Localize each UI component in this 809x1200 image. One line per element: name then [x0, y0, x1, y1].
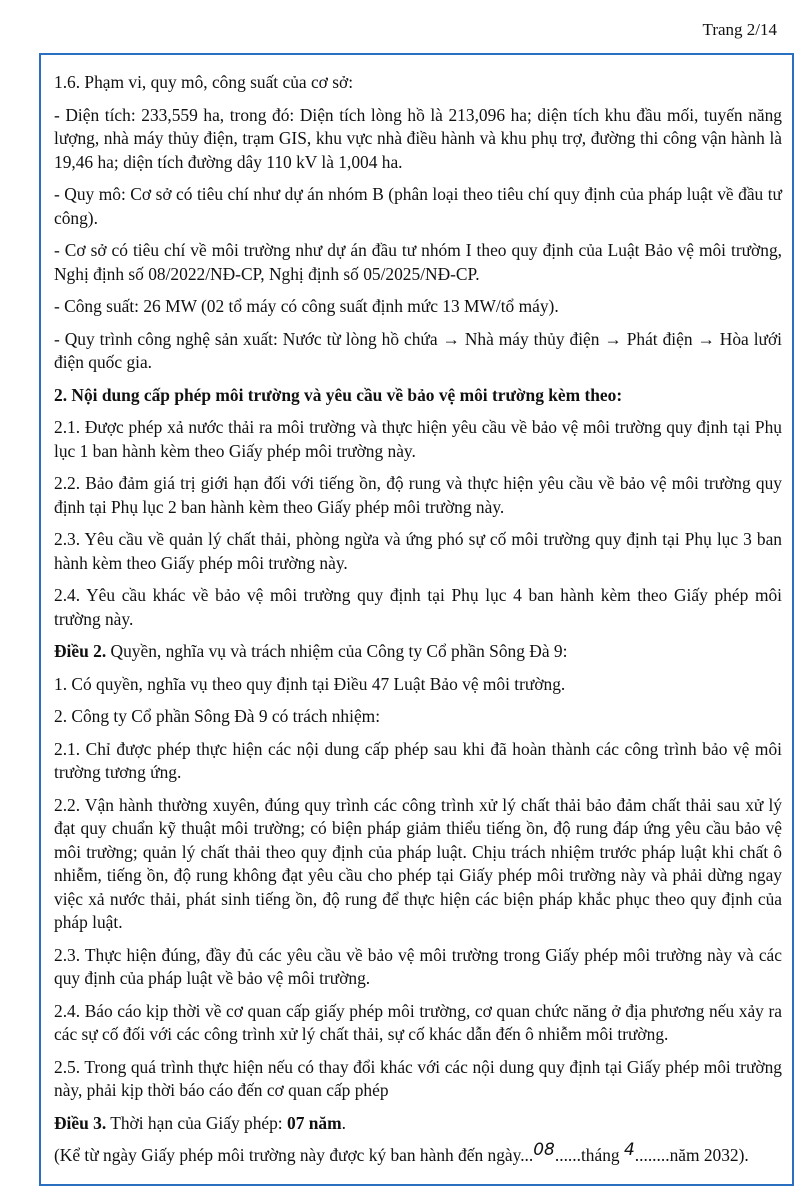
article-3-validity — [54, 1140, 782, 1169]
paragraph-area: - Diện tích: 233,559 ha, trong đó: Diện tích lòng hồ là 213,096 ha; diện tích khu đầu mối, tuyến năng lượng, nhà máy thủy điện, trạm GIS, khu vực nhà điều hành và khu phụ trợ, đường thi công vận hành là 19,46 ha; diện tích đường dây 110 kV là 1,004 ha. — [54, 104, 782, 172]
page-number: Trang 2/14 — [702, 20, 777, 39]
paragraph-2-3: 2.3. Yêu cầu về quản lý chất thải, phòng ngừa và ứng phó sự cố môi trường quy định tại Phụ lục 3 ban hành kèm theo Giấy phép môi trường này. — [54, 529, 782, 573]
article-2-item-2-5: 2.5. Trong quá trình thực hiện nếu có thay đổi khác với các nội dung quy định tại Giấy phép môi trường này, phải kịp thời báo cáo đến cơ quan cấp phép — [54, 1056, 782, 1100]
article-3-period: . — [341, 1112, 346, 1133]
validity-text: (Kể từ ngày Giấy phép môi trường này được ký ban hành đến ngày — [54, 1145, 521, 1165]
paragraph-2-2: 2.2. Bảo đảm giá trị giới hạn đối với tiếng ồn, độ rung và thực hiện yêu cầu về bảo vệ môi trường quy định tại Phụ lục 2 ban hành kèm theo Giấy phép môi trường này. — [54, 473, 782, 517]
paragraph-process: - Quy trình công nghệ sản xuất: Nước từ lòng hồ chứa → Nhà máy thủy điện → Phát điện → Hòa lưới điện quốc gia. — [54, 328, 782, 372]
section-2-heading-text: 2. Nội dung cấp phép môi trường và yêu cầu về bảo vệ môi trường kèm theo: — [54, 384, 623, 405]
dots-1: ... — [520, 1145, 534, 1165]
document-body — [54, 71, 782, 1178]
article-2-item-2-1: 2.1. Chỉ được phép thực hiện các nội dung cấp phép sau khi đã hoàn thành các công trình bảo vệ môi trường tương ứng. — [54, 738, 782, 782]
article-2-item-1: 1. Có quyền, nghĩa vụ theo quy định tại Điều 47 Luật Bảo vệ môi trường. — [54, 673, 566, 694]
paragraph-scale: - Quy mô: Cơ sở có tiêu chí như dự án nhóm B (phân loại theo tiêu chí quy định của pháp luật về đầu tư công). — [54, 184, 782, 228]
paragraph-2-1: 2.1. Được phép xả nước thải ra môi trường và thực hiện yêu cầu về bảo vệ môi trường quy định tại Phụ lục 1 ban hành kèm theo Giấy phép môi trường này. — [54, 417, 782, 461]
handwritten-month: 4 — [623, 1140, 635, 1160]
section-1-6-heading: 1.6. Phạm vi, quy mô, công suất của cơ sở: — [54, 72, 354, 92]
dots-month-label: ......tháng — [554, 1145, 624, 1165]
article-2-title: Quyền, nghĩa vụ và trách nhiệm của Công ty Cổ phần Sông Đà 9: — [106, 641, 568, 661]
paragraph-2-4: 2.4. Yêu cầu khác về bảo vệ môi trường quy định tại Phụ lục 4 ban hành kèm theo Giấy phép môi trường này. — [54, 585, 782, 629]
article-3-title: Thời hạn của Giấy phép: — [106, 1112, 287, 1133]
article-2-item-2-4: 2.4. Báo cáo kịp thời về cơ quan cấp giấy phép môi trường, cơ quan chức năng ở địa phương nếu xảy ra các sự cố đối với các công trình xử lý chất thải, sự cố khác dẫn đến ô nhiễm môi trường. — [54, 1000, 782, 1044]
article-3-heading — [54, 1112, 782, 1136]
article-2-item-2-2: 2.2. Vận hành thường xuyên, đúng quy trình các công trình xử lý chất thải bảo đảm chất thải sau xử lý đạt quy chuẩn kỹ thuật môi trường; có biện pháp giảm thiểu tiếng ồn, độ rung đáp ứng yêu cầu bảo vệ môi trường; quản lý chất thải theo quy định của pháp luật. Chịu trách nhiệm trước pháp luật khi chất ô nhiễm, tiếng ồn, độ rung không đạt yêu cầu cho phép tại Giấy phép môi trường này và phải dừng ngay việc xả nước thải, phát sinh tiếng ồn, độ rung để thực hiện các biện pháp khắc phục theo quy định của pháp luật. — [54, 794, 782, 932]
article-2-heading — [54, 640, 782, 664]
dots-year: ........năm 2032). — [634, 1145, 749, 1165]
permit-duration: 07 năm — [287, 1112, 342, 1133]
handwritten-day: 08 — [533, 1140, 555, 1160]
paragraph-capacity: - Công suất: 26 MW (02 tổ máy có công suất định mức 13 MW/tổ máy). — [54, 296, 559, 316]
article-2-item-2: 2. Công ty Cổ phần Sông Đà 9 có trách nhiệm: — [54, 706, 381, 726]
paragraph-environment-criteria: - Cơ sở có tiêu chí về môi trường như dự án đầu tư nhóm I theo quy định của Luật Bảo vệ môi trường, Nghị định số 08/2022/NĐ-CP, Nghị định số 05/2025/NĐ-CP. — [54, 240, 782, 284]
article-3-label: Điều 3. — [54, 1112, 107, 1133]
section-2-heading — [54, 384, 782, 408]
article-2-label: Điều 2. — [54, 641, 107, 661]
article-2-item-2-3: 2.3. Thực hiện đúng, đầy đủ các yêu cầu về bảo vệ môi trường trong Giấy phép môi trường này và các quy định của pháp luật về bảo vệ môi trường. — [54, 944, 782, 988]
